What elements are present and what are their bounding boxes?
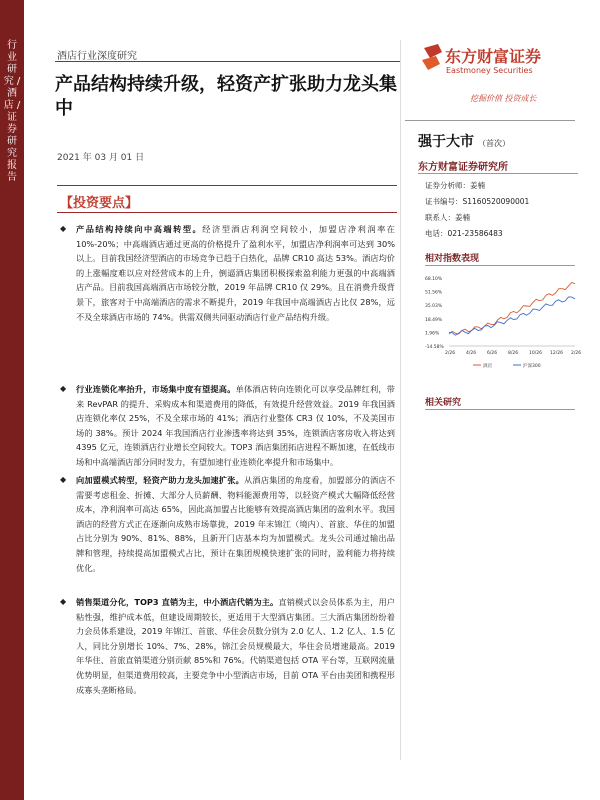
brand-name: 东方财富证券: [445, 47, 542, 66]
diamond-icon: ◆: [60, 384, 67, 393]
x-tick-label: 4/26: [466, 351, 477, 356]
bullet-2-bold: 行业连锁化率抬升，市场集中度有望提高。: [76, 384, 236, 394]
diamond-icon: ◆: [60, 597, 67, 606]
contact: 联系人：姜楠: [425, 213, 470, 222]
bullet-3-bold: 向加盟模式转型，轻资产助力龙头加速扩张。: [76, 475, 244, 485]
bullet-4: [60, 595, 395, 697]
invest-header: 【投资要点】: [60, 196, 139, 211]
relative-index-chart: [425, 272, 580, 372]
diamond-icon: ◆: [60, 224, 67, 233]
column-divider: [400, 40, 401, 760]
series-line: [449, 283, 575, 335]
rating-label: 强于大市: [418, 134, 474, 150]
y-tick-label: 35.03%: [425, 304, 443, 310]
y-tick-label: 68.10%: [425, 277, 443, 282]
bullet-4-text: 直销模式以会员体系为主，用户粘性强，维护成本低，但建设周期较长，更适用于大型酒店集团。三大酒店集团纷纷着力会员体系建设，2019 年锦江、首旅、华住会员数分别为 2.0 亿人、1.2 亿人、1.5 亿人，同比分别增长 10%、7%、28%，锦江会员规模最大，华住会员增速最高。2019 年华住、首旅直销渠道分别贡献 85%和 76%。代销渠道包括 OTA 平台等，互联网流量优势明显，但渠道费用较高，主要竞争中小型酒店市场，目前 OTA 平台由美团和携程形成寡头垄断格局。: [76, 597, 395, 695]
x-tick-label: 6/26: [487, 351, 498, 356]
sidebar-text: 行业研究 / 酒店 / 证券研究报告: [3, 40, 21, 183]
report-date: 2021 年 03 月 01 日: [57, 153, 145, 163]
category-divider: [55, 61, 400, 62]
related-divider: [425, 409, 575, 410]
rating-divider: [405, 120, 575, 121]
bullet-3-text: 从酒店集团的角度看，加盟部分的酒店不需要考虑租金、折摊、大部分人员薪酬、物料能源费用等，以轻资产模式大幅降低经营成本，净利润率可高达 65%，因此高加盟占比能够有效提高酒店集团的盈利水平。我国酒店的经营方式正在逐渐向成熟市场靠拢，2019 年末锦江（境内）、首旅、华住的加盟占比分别为 90%、81%、88%，且新开门店基本均为加盟模式。龙头公司通过输出品牌和管理，持续提高加盟模式占比，预计在集团规模快速扩张的同时，盈利能力将持续优化。: [76, 475, 395, 573]
bullet-2: [60, 382, 395, 470]
bullet-1-text: 经济型酒店利润空间较小，加盟店净利润率在 10%-20%；中高端酒店通过更高的价格提升了盈利水平，加盟店净利润率可达到 30%以上。目前我国经济型酒店的市场竞争已趋于白热化，品牌 CR10 高达 53%。酒店均价的上涨幅度难以应对经营成本的上升，倒逼酒店集团积极探索盈利能力更强的中高端酒店产品。目前我国高端酒店市场较分散，2019 年品牌 CR10 仅 29%。且在消费升级背景下，旅客对于中高端酒店的需求不断提升，2019 年我国中高端酒店占比仅 28%，远不及全球酒店市场的 74%。供需双侧共同驱动酒店行业产品结构升级。: [76, 224, 395, 322]
x-tick-label: 2/26: [571, 351, 582, 356]
bullet-1: [60, 222, 395, 324]
phone: 电话：021-23586483: [425, 229, 503, 238]
x-tick-label: 8/26: [508, 351, 519, 356]
legend-label: 酒店: [483, 364, 492, 369]
rating: [418, 131, 510, 151]
related-research-title: 相关研究: [425, 398, 462, 408]
legend-label: 沪深300: [523, 364, 541, 369]
x-tick-label: 12/26: [550, 351, 563, 356]
cert-number: 证书编号：S1160520090001: [425, 197, 530, 206]
x-tick-label: 2/26: [445, 351, 456, 356]
chart-title-divider: [425, 265, 575, 266]
report-category: 酒店行业深度研究: [57, 51, 137, 62]
y-tick-label: 1.96%: [425, 331, 440, 337]
sidebar-bar: [0, 0, 24, 800]
institute-divider: [418, 173, 578, 174]
bullet-4-bold: 销售渠道分化，TOP3 直销为主，中小酒店代销为主。: [76, 597, 279, 607]
bullet-2-text: 单体酒店转向连锁化可以享受品牌红利，带来 RevPAR 的提升、采购成本和渠道费用的降低，有效提升经营效益。2019 年我国酒店连锁化率仅 25%，不及全球市场的 41%；酒店行业整体 CR3 仅 10%，不及美国市场的 38%。预计 2024 年我国酒店行业渗透率将达到 35%，连锁酒店客房收入将达到 4395 亿元，连锁酒店行业增长空间较大。TOP3 酒店集团拓店进程不断加速，在低线市场和中高端酒店部分同时发力，有望加速行业连锁化率提升和市场集中。: [76, 384, 395, 467]
rating-note: （首次）: [478, 139, 510, 148]
brand-name-en: Eastmoney Securities: [446, 66, 533, 75]
y-tick-label: 18.49%: [425, 317, 443, 323]
series-line: [449, 297, 575, 335]
bullet-1-bold: 产品结构持续向中高端转型。: [76, 224, 203, 234]
analyst: 证券分析师：姜楠: [425, 181, 485, 190]
y-tick-label: 51.56%: [425, 290, 443, 296]
institute-name: 东方财富证券研究所: [418, 162, 508, 173]
diamond-icon: ◆: [60, 475, 67, 484]
x-tick-label: 10/26: [529, 351, 542, 356]
y-tick-label: -14.58%: [425, 345, 444, 350]
bullet-3: [60, 473, 395, 575]
chart-title: 相对指数表现: [425, 254, 480, 264]
brand-slogan: 挖掘价值 投资成长: [470, 94, 537, 103]
page-title: 产品结构持续升级，轻资产扩张助力龙头集中: [55, 74, 397, 119]
